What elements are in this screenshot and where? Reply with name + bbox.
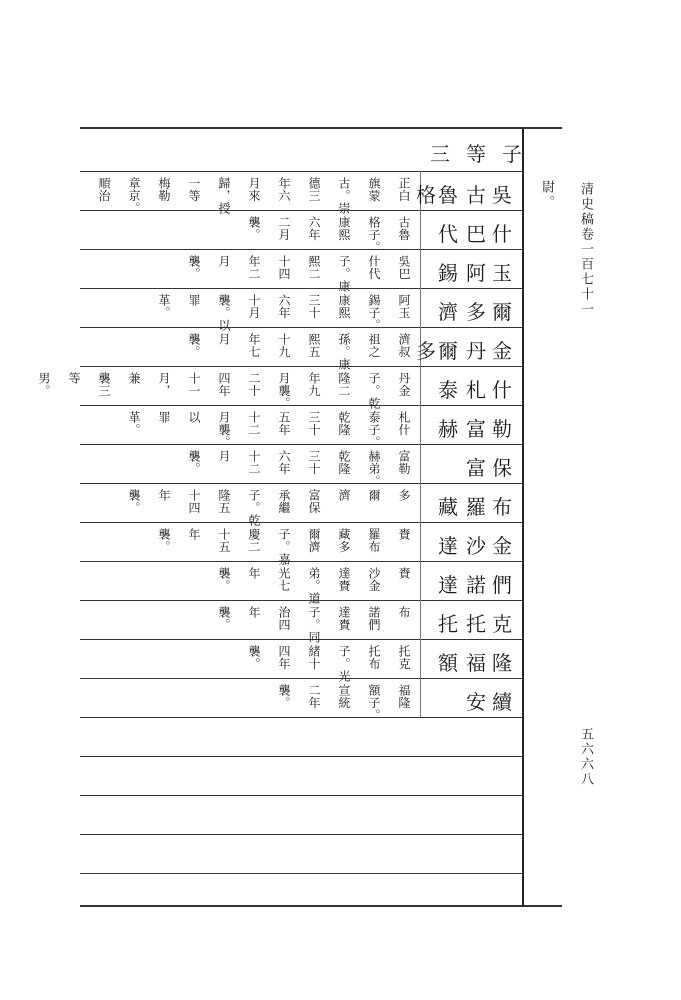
- row-detail: 托布: [367, 645, 381, 670]
- row-detail: 襲。: [187, 333, 201, 358]
- row-detail: 革。: [157, 294, 171, 319]
- row-subject: 泰: [438, 378, 460, 402]
- row-title: 羅布: [466, 495, 518, 519]
- row-title: 福隆: [466, 651, 518, 675]
- row-detail: 男。: [37, 372, 51, 397]
- table-row: [80, 327, 522, 371]
- row-rule: [80, 756, 522, 757]
- row-detail: 布: [397, 606, 411, 619]
- row-detail: 章京。: [127, 177, 141, 215]
- row-detail: 四年: [277, 645, 291, 670]
- row-detail: 五年: [277, 411, 291, 436]
- row-detail: 等: [67, 372, 81, 385]
- row-detail: 熙五: [307, 333, 321, 358]
- row-detail: 子。光: [337, 645, 351, 683]
- row-detail: 六年: [277, 294, 291, 319]
- row-title: 札什: [466, 378, 518, 402]
- row-detail: 福隆: [397, 684, 411, 709]
- row-detail: 乾隆: [337, 411, 351, 436]
- row-subject: 多爾: [416, 339, 460, 363]
- row-detail: 二十: [247, 372, 261, 397]
- row-subject: 藏: [438, 495, 460, 519]
- row-detail: 襲三: [97, 372, 111, 397]
- row-detail: 月來: [247, 177, 261, 202]
- row-detail: 十月: [247, 294, 261, 319]
- row-detail: 三十: [307, 450, 321, 475]
- row-detail: 年六: [277, 177, 291, 202]
- row-detail: 弟。道: [307, 567, 321, 605]
- top-rule: [80, 127, 562, 129]
- row-detail: 子。同: [307, 606, 321, 644]
- row-detail: 什代: [367, 255, 381, 280]
- row-detail: 賚: [397, 528, 411, 541]
- row-detail: 達賚: [337, 606, 351, 631]
- table-row: [80, 171, 522, 215]
- row-title: 巴什: [466, 222, 518, 246]
- row-detail: 子。乾: [367, 372, 381, 410]
- row-detail: 年七: [247, 333, 261, 358]
- row-detail: 罪: [187, 294, 201, 307]
- row-title: 安續: [466, 690, 518, 714]
- table-row: [80, 561, 522, 605]
- row-detail: 十二: [247, 450, 261, 475]
- row-detail: 多: [397, 489, 411, 502]
- row-rule: [80, 795, 522, 796]
- row-detail: 四年: [217, 372, 231, 397]
- row-detail: 康熙: [337, 216, 351, 241]
- row-detail: 康熙: [337, 294, 351, 319]
- row-detail: 十四: [187, 489, 201, 514]
- row-detail: 泰子。: [367, 411, 381, 449]
- row-detail: 襲。: [217, 567, 231, 592]
- row-detail: 以: [187, 411, 201, 424]
- row-detail: 月襲。: [277, 372, 291, 410]
- row-detail: 十一: [187, 372, 201, 397]
- row-detail: 襲。: [127, 489, 141, 514]
- row-subject: 達: [438, 573, 460, 597]
- row-detail: 襲。: [217, 606, 231, 631]
- row-detail: 年二: [247, 255, 261, 280]
- row-subject: 代: [438, 222, 460, 246]
- row-detail: 襲。以: [217, 294, 231, 332]
- row-detail: 十五: [217, 528, 231, 553]
- row-detail: 兼: [127, 372, 141, 385]
- table-row: [80, 678, 522, 722]
- table-row: [80, 405, 522, 449]
- row-detail: 格子。: [367, 216, 381, 254]
- row-rule: [80, 873, 522, 874]
- row-detail: 承繼: [277, 489, 291, 514]
- heading-side-note: 尉。: [539, 180, 554, 210]
- row-title: 阿玉: [466, 261, 518, 285]
- row-detail: 襲。: [187, 450, 201, 475]
- row-detail: 隆二: [337, 372, 351, 397]
- row-detail: 額子。: [367, 684, 381, 722]
- row-detail: 光七: [277, 567, 291, 592]
- row-title: 古吳: [466, 183, 518, 207]
- table-row: [80, 210, 522, 254]
- row-detail: 順治: [97, 177, 111, 202]
- row-detail: 歸，授: [217, 177, 231, 215]
- row-detail: 革。: [127, 411, 141, 436]
- table-row: [80, 600, 522, 644]
- row-detail: 丹金: [397, 372, 411, 397]
- row-detail: 阿玉: [397, 294, 411, 319]
- row-subject: 達: [438, 534, 460, 558]
- row-detail: 沙金: [367, 567, 381, 592]
- row-detail: 正白: [397, 177, 411, 202]
- row-title: 富保: [466, 456, 518, 480]
- row-detail: 慶二: [247, 528, 261, 553]
- row-detail: 孫。康: [337, 333, 351, 371]
- row-detail: 熙二: [307, 255, 321, 280]
- row-detail: 襲。: [277, 684, 291, 709]
- table-row: [80, 444, 522, 488]
- row-subject: 錫: [438, 261, 460, 285]
- row-detail: 富保: [307, 489, 321, 514]
- row-detail: 襲。: [157, 528, 171, 553]
- row-subject: 托: [438, 612, 460, 636]
- row-detail: 子。康: [337, 255, 351, 293]
- row-detail: 古魯: [397, 216, 411, 241]
- row-detail: 治四: [277, 606, 291, 631]
- row-subject: 濟: [438, 300, 460, 324]
- table-row: [80, 639, 522, 683]
- table-row: [37, 366, 522, 410]
- row-detail: 藏多: [337, 528, 351, 553]
- row-detail: 緒十: [307, 645, 321, 670]
- row-detail: 乾隆: [337, 450, 351, 475]
- row-title: 沙金: [466, 534, 518, 558]
- table-row: [80, 249, 522, 293]
- row-detail: 札什: [397, 411, 411, 436]
- row-subject: 格魯: [416, 183, 460, 207]
- row-detail: 古。崇: [337, 177, 351, 215]
- table-row: [80, 483, 522, 527]
- table-row: [80, 288, 522, 332]
- row-rule: [80, 717, 522, 718]
- row-detail: 罪: [157, 411, 171, 424]
- row-detail: 十二: [247, 411, 261, 436]
- row-detail: 三十: [307, 294, 321, 319]
- row-detail: 賚: [397, 567, 411, 580]
- row-detail: 十四: [277, 255, 291, 280]
- row-detail: 年: [247, 606, 261, 619]
- row-detail: 月: [217, 450, 231, 463]
- row-detail: 宣統: [337, 684, 351, 709]
- row-detail: 爾: [367, 489, 381, 502]
- row-title: 諾們: [466, 573, 518, 597]
- row-detail: 年九: [307, 372, 321, 397]
- row-detail: 月: [217, 255, 231, 268]
- bottom-rule: [80, 905, 562, 907]
- row-detail: 二年: [307, 684, 321, 709]
- row-detail: 襲。: [247, 216, 261, 241]
- row-detail: 子。乾: [247, 489, 261, 527]
- row-subject: 額: [438, 651, 460, 675]
- table-row: [80, 522, 522, 566]
- row-detail: 濟叔: [397, 333, 411, 358]
- book-title: 清史稿卷一百七十一: [578, 182, 593, 317]
- row-detail: 祖之: [367, 333, 381, 358]
- row-title: 丹金: [466, 339, 518, 363]
- page-number: 五六六八: [578, 727, 593, 787]
- row-title: 托克: [466, 612, 518, 636]
- row-detail: 濟: [337, 489, 351, 502]
- row-detail: 月: [217, 333, 231, 346]
- row-detail: 達賚: [337, 567, 351, 592]
- row-detail: 托克: [397, 645, 411, 670]
- row-rule: [80, 834, 522, 835]
- row-detail: 月，: [157, 372, 171, 397]
- row-detail: 德三: [307, 177, 321, 202]
- row-detail: 六年: [277, 450, 291, 475]
- row-detail: 年: [187, 528, 201, 541]
- row-detail: 年: [157, 489, 171, 502]
- row-detail: 錫子。: [367, 294, 381, 332]
- row-detail: 子。嘉: [277, 528, 291, 566]
- row-detail: 諾們: [367, 606, 381, 631]
- row-detail: 富勒: [397, 450, 411, 475]
- row-detail: 爾濟: [307, 528, 321, 553]
- row-detail: 六年: [307, 216, 321, 241]
- row-detail: 旗蒙: [367, 177, 381, 202]
- row-detail: 隆五: [217, 489, 231, 514]
- row-detail: 十九: [277, 333, 291, 358]
- row-detail: 赫弟。: [367, 450, 381, 488]
- row-detail: 二月: [277, 216, 291, 241]
- title-column-rule: [522, 127, 524, 907]
- row-detail: 襲。: [247, 645, 261, 670]
- row-detail: 月襲。: [217, 411, 231, 449]
- row-detail: 吳巴: [397, 255, 411, 280]
- table-heading: 三等子: [430, 142, 538, 166]
- row-title: 富勒: [466, 417, 518, 441]
- row-detail: 一等: [187, 177, 201, 202]
- row-title: 多爾: [466, 300, 518, 324]
- row-subject: 赫: [438, 417, 460, 441]
- row-detail: 三十: [307, 411, 321, 436]
- row-detail: 襲。: [187, 255, 201, 280]
- row-detail: 梅勒: [157, 177, 171, 202]
- row-detail: 年: [247, 567, 261, 580]
- row-detail: 羅布: [367, 528, 381, 553]
